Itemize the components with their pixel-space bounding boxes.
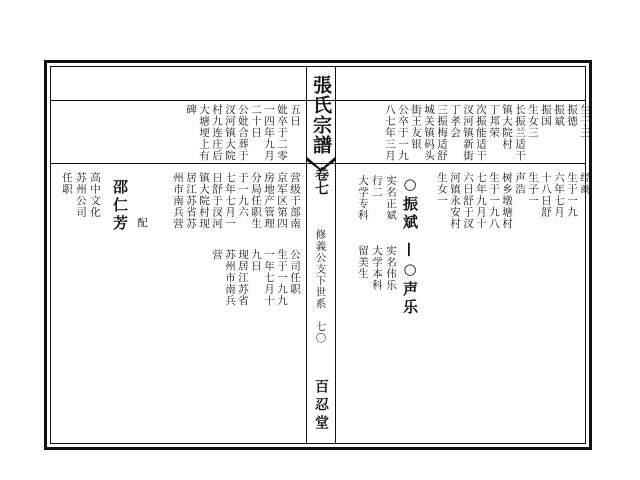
right-entry-upper: 街王友银	[410, 104, 422, 150]
right-entry-upper: 丁孝会	[449, 104, 461, 139]
left-bio-line-lower: 一年七月十	[263, 249, 275, 307]
right-entry-upper: 镇大院村	[501, 104, 513, 150]
right-entry-upper: 振国	[540, 104, 552, 127]
hall-name-wrap	[307, 379, 335, 437]
note-shengle-3: 留美生	[357, 245, 369, 280]
right-entry-lower: 生女一	[436, 172, 448, 207]
note-shengle-1: 实名伟乐	[385, 245, 397, 291]
volume-label-wrap	[307, 167, 335, 199]
left-bio-line: 分局任职生	[250, 172, 262, 230]
left-bio-line: 七年七月一	[224, 172, 236, 230]
book-title: 張氏宗譜	[310, 75, 332, 155]
right-entry-lower: 经商	[579, 172, 591, 195]
left-bio-line-lower: 公司任职	[289, 249, 301, 295]
left-upper-line: 汊河镇大院	[224, 104, 236, 162]
left-upper-line: 碑	[185, 104, 197, 116]
left-bio-line-lower: 现居江苏省	[237, 249, 249, 307]
left-bio-line: 京军区第四	[276, 172, 288, 230]
right-entry-lower: 河镇永安村	[449, 172, 461, 230]
right-entry-lower: 六日舒于汊	[462, 172, 474, 230]
right-entry-lower: 六年七月	[553, 172, 565, 218]
left-upper-line: 妣卒于二零	[276, 104, 288, 162]
spouse-note-2: 苏州公司	[75, 172, 87, 218]
left-bio-line-lower: 苏州市南兵	[224, 249, 236, 307]
left-bio-line: 州市南兵营	[172, 172, 184, 230]
right-entry-upper: 生女三	[527, 104, 539, 139]
right-entry-lower: 十八日舒	[540, 172, 552, 218]
right-entry-upper: 振斌	[553, 104, 565, 127]
volume-label: 卷七	[313, 167, 329, 195]
page-inner-frame	[50, 66, 591, 444]
right-entry-lower: 七年九月十	[475, 172, 487, 230]
series-label-wrap	[307, 229, 335, 348]
right-entry-upper: 次振能适干	[475, 104, 487, 162]
spouse-name: 邵仁芳	[111, 179, 129, 233]
right-entry-upper: 生于三	[579, 104, 591, 139]
right-entry-upper: 城关镇码头	[423, 104, 435, 162]
left-upper-line: 村九连庄后	[211, 104, 223, 162]
book-spine	[306, 67, 336, 443]
left-upper-line: 公妣合葬于	[237, 104, 249, 162]
left-bio-line: 镇大院村现	[198, 172, 210, 230]
left-upper-line: 一四年九月	[263, 104, 275, 162]
left-bio-line: 于一九六	[237, 172, 249, 218]
left-bio-line-lower: 营	[211, 249, 223, 261]
right-entry-lower: 生子一	[527, 172, 539, 207]
genealogy-page-frame	[44, 60, 592, 450]
spouse-note-1: 高中文化	[89, 172, 101, 218]
left-bio-line-lower: 九日	[250, 249, 262, 272]
name-shengle: —○声乐	[401, 242, 419, 317]
right-entry-upper: 汊河镇新街	[462, 104, 474, 162]
right-entry-upper: 长振兰适干	[514, 104, 526, 162]
right-entry-upper: 公卒于一九	[397, 104, 409, 162]
spouse-role: 配	[136, 217, 148, 229]
right-entry-lower: 树乡墩塘村	[501, 172, 513, 230]
right-entry-upper: 八七年三月	[384, 104, 396, 162]
right-entry-lower: 生于一九八	[488, 172, 500, 230]
right-entry-lower: 声浩	[514, 172, 526, 195]
left-upper-line: 大塘埂上有	[198, 104, 210, 162]
left-bio-line: 房地产管理	[263, 172, 275, 230]
right-entry-lower: 生于一九	[566, 172, 578, 218]
spouse-note-3: 任职	[61, 172, 73, 195]
note-zhenbin-3: 大学专科	[357, 175, 369, 221]
right-entry-upper: 振德	[566, 104, 578, 127]
name-zhenbin: ○振斌	[401, 175, 419, 232]
right-entry-upper: 丁邦荣	[488, 104, 500, 139]
left-bio-line-lower: 生于一九九	[276, 249, 288, 307]
right-entry-upper: 三振梅适舒	[436, 104, 448, 162]
note-shengle-2: 大学本科	[371, 245, 383, 291]
left-upper-line: 二十日	[250, 104, 262, 139]
series-label: 修義公支下世系 七〇	[314, 229, 327, 344]
note-zhenbin-1: 实名正斌	[385, 175, 397, 221]
note-zhenbin-2: 行二	[371, 175, 383, 198]
left-bio-line: 营级干部南	[289, 172, 301, 230]
hall-name: 百忍堂	[313, 379, 329, 433]
left-bio-line: 居江苏省苏	[185, 172, 197, 230]
left-bio-line: 日舒于汊河	[211, 172, 223, 230]
left-upper-line: 五日	[289, 104, 301, 127]
